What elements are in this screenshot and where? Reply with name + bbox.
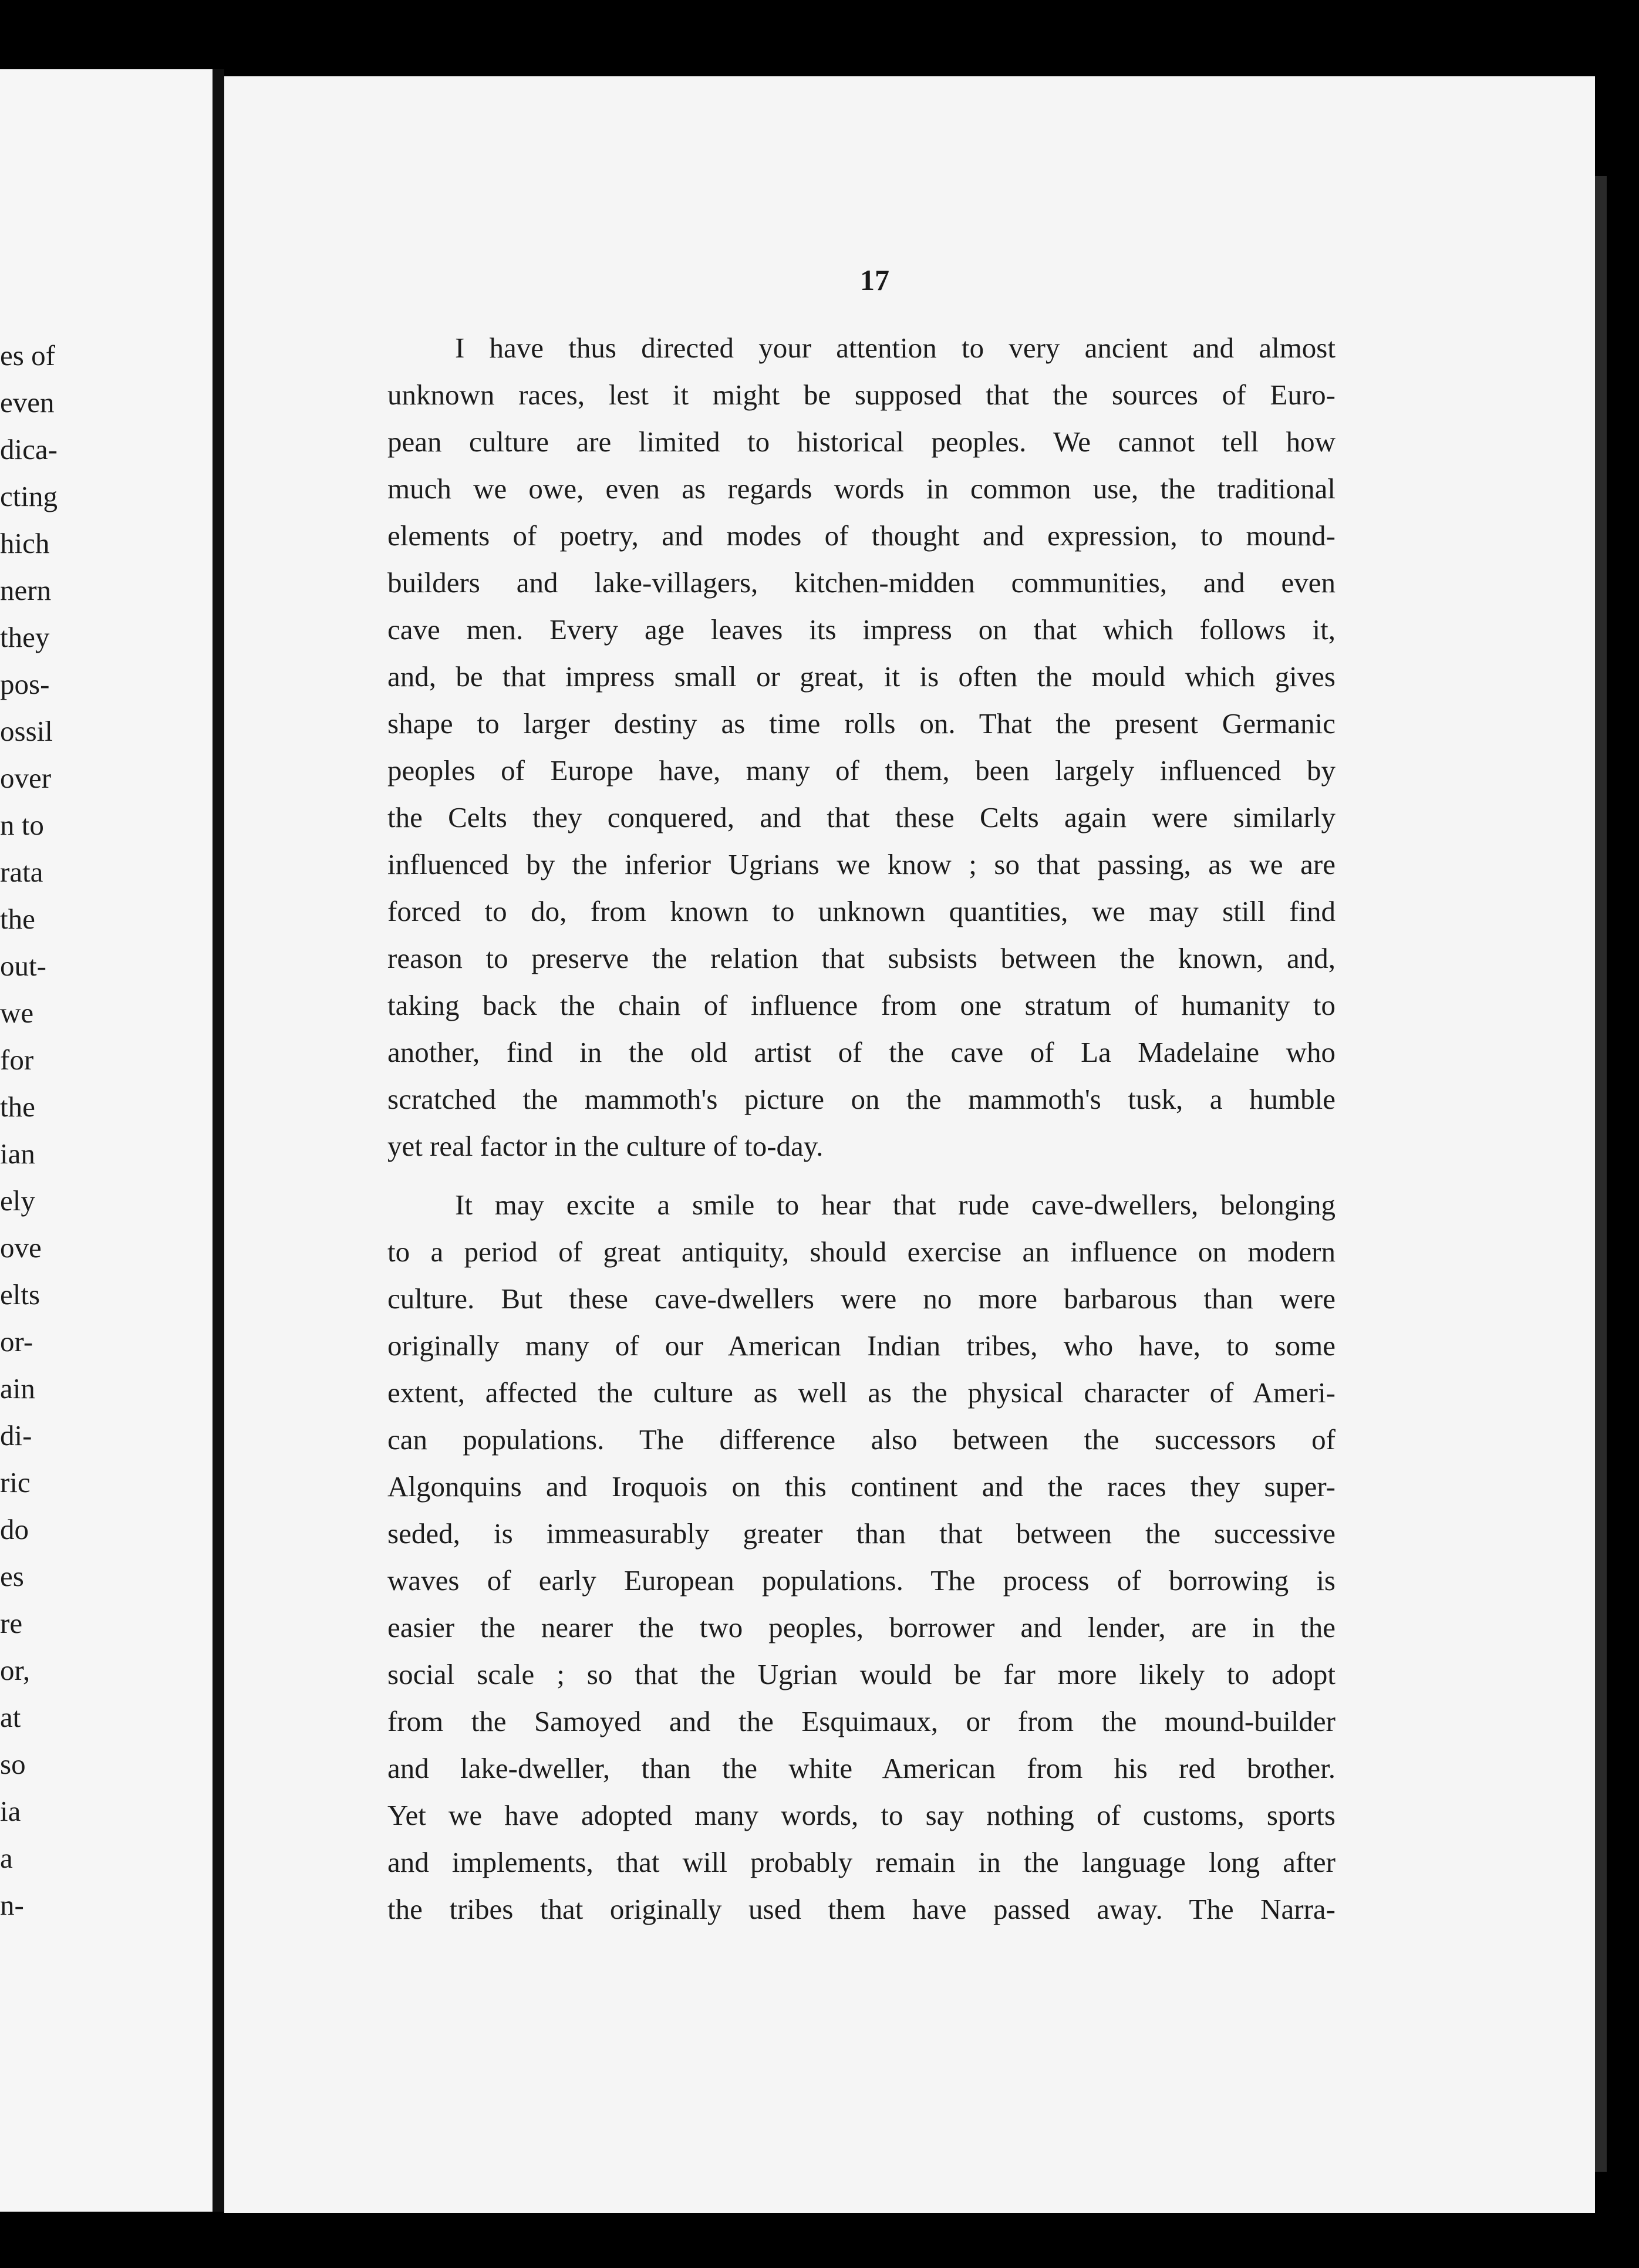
facing-page-line: for — [0, 1044, 34, 1076]
text-line: reason to preserve the relation that subsists between the known, and, — [387, 942, 1336, 974]
text-line: elements of poetry, and modes of thought and expression, to mound- — [387, 519, 1336, 552]
facing-page-line: we — [0, 997, 34, 1029]
text-line: social scale ; so that the Ugrian would be far more likely to adopt — [387, 1658, 1336, 1690]
facing-page-line: at — [0, 1701, 21, 1733]
facing-page-line: ric — [0, 1466, 31, 1499]
text-line: scratched the mammoth's picture on the mammoth's tusk, a humble — [387, 1083, 1336, 1115]
text-line: Yet we have adopted many words, to say nothing of customs, sports — [387, 1799, 1336, 1831]
text-line: waves of early European populations. The process of borrowing is — [387, 1564, 1336, 1597]
text-line: can populations. The difference also between the successors of — [387, 1423, 1336, 1456]
text-line: much we owe, even as regards words in common use, the traditional — [387, 473, 1336, 505]
facing-page-line: the — [0, 1091, 35, 1123]
facing-page-line: or- — [0, 1325, 33, 1358]
facing-page-line: pos- — [0, 668, 50, 700]
text-line: forced to do, from known to unknown quantities, we may still find — [387, 895, 1336, 927]
text-line: culture. But these cave-dwellers were no more barbarous than were — [387, 1283, 1336, 1315]
text-line: peoples of Europe have, many of them, been largely influenced by — [387, 754, 1336, 787]
facing-page-text — [0, 332, 58, 1929]
text-line: and implements, that will probably remain in the language long after — [387, 1846, 1336, 1878]
text-line: extent, affected the culture as well as the physical character of Ameri- — [387, 1376, 1336, 1409]
text-line: influenced by the inferior Ugrians we know ; so that passing, as we are — [387, 848, 1336, 880]
text-line: I have thus directed your attention to very ancient and almost — [455, 332, 1336, 364]
text-line: It may excite a smile to hear that rude cave-dwellers, belonging — [455, 1189, 1336, 1221]
text-line: from the Samoyed and the Esquimaux, or from the mound-builder — [387, 1705, 1336, 1737]
facing-page-line: ia — [0, 1795, 21, 1827]
facing-page-line: ian — [0, 1138, 35, 1170]
facing-page-line: ossil — [0, 715, 53, 747]
facing-page-line: so — [0, 1748, 26, 1780]
facing-page-line: elts — [0, 1278, 41, 1311]
text-line: unknown races, lest it might be supposed that the sources of Euro- — [387, 379, 1336, 411]
facing-page-line: ove — [0, 1231, 42, 1264]
facing-page-line: n to — [0, 809, 44, 841]
text-line: and, be that impress small or great, it is often the mould which gives — [387, 660, 1336, 693]
facing-page-line: es — [0, 1560, 24, 1592]
facing-page-line: or, — [0, 1654, 31, 1686]
facing-page-line: ain — [0, 1372, 35, 1405]
text-line: Algonquins and Iroquois on this continent and the races they super- — [387, 1470, 1336, 1503]
text-line: taking back the chain of influence from one stratum of humanity to — [387, 989, 1336, 1021]
facing-page-line: ely — [0, 1184, 35, 1217]
facing-page-line: di- — [0, 1419, 32, 1452]
facing-page — [0, 69, 213, 2212]
text-line: another, find in the old artist of the cave of La Madelaine who — [387, 1036, 1336, 1068]
facing-page-line: they — [0, 621, 50, 653]
text-line: and lake-dweller, than the white American from his red brother. — [387, 1752, 1336, 1784]
text-line: the tribes that originally used them have passed away. The Narra- — [387, 1893, 1336, 1925]
facing-page-line: cting — [0, 480, 58, 512]
text-line: pean culture are limited to historical peoples. We cannot tell how — [387, 426, 1336, 458]
text-line: cave men. Every age leaves its impress on that which follows it, — [387, 613, 1336, 646]
facing-page-line: re — [0, 1607, 23, 1639]
text-line: yet real factor in the culture of to-day. — [387, 1130, 824, 1162]
text-line: seded, is immeasurably greater than that between the successive — [387, 1517, 1336, 1550]
facing-page-line: even — [0, 386, 55, 419]
facing-page-line: hich — [0, 527, 50, 559]
paragraph — [387, 325, 1336, 1170]
page-number: 17 — [860, 264, 889, 296]
facing-page-line: rata — [0, 856, 43, 888]
facing-page-line: es of — [0, 339, 55, 372]
text-line: the Celts they conquered, and that these Celts again were similarly — [387, 801, 1336, 833]
page-edge — [1595, 176, 1607, 2172]
text-line: to a period of great antiquity, should exercise an influence on modern — [387, 1236, 1336, 1268]
text-line: builders and lake-villagers, kitchen-midden communities, and even — [387, 566, 1336, 599]
facing-page-line: n- — [0, 1889, 24, 1921]
text-line: shape to larger destiny as time rolls on. That the present Germanic — [387, 707, 1336, 740]
facing-page-line: nern — [0, 574, 52, 606]
facing-page-line: dica- — [0, 433, 58, 465]
facing-page-line: do — [0, 1513, 29, 1545]
facing-page-line: out- — [0, 950, 46, 982]
facing-page-line: over — [0, 762, 52, 794]
paragraph — [387, 1182, 1336, 1933]
text-line: easier the nearer the two peoples, borrower and lender, are in the — [387, 1611, 1336, 1643]
text-line: originally many of our American Indian tribes, who have, to some — [387, 1329, 1336, 1362]
book-gutter — [213, 69, 224, 2212]
facing-page-line: the — [0, 903, 35, 935]
facing-page-line: a — [0, 1842, 13, 1874]
